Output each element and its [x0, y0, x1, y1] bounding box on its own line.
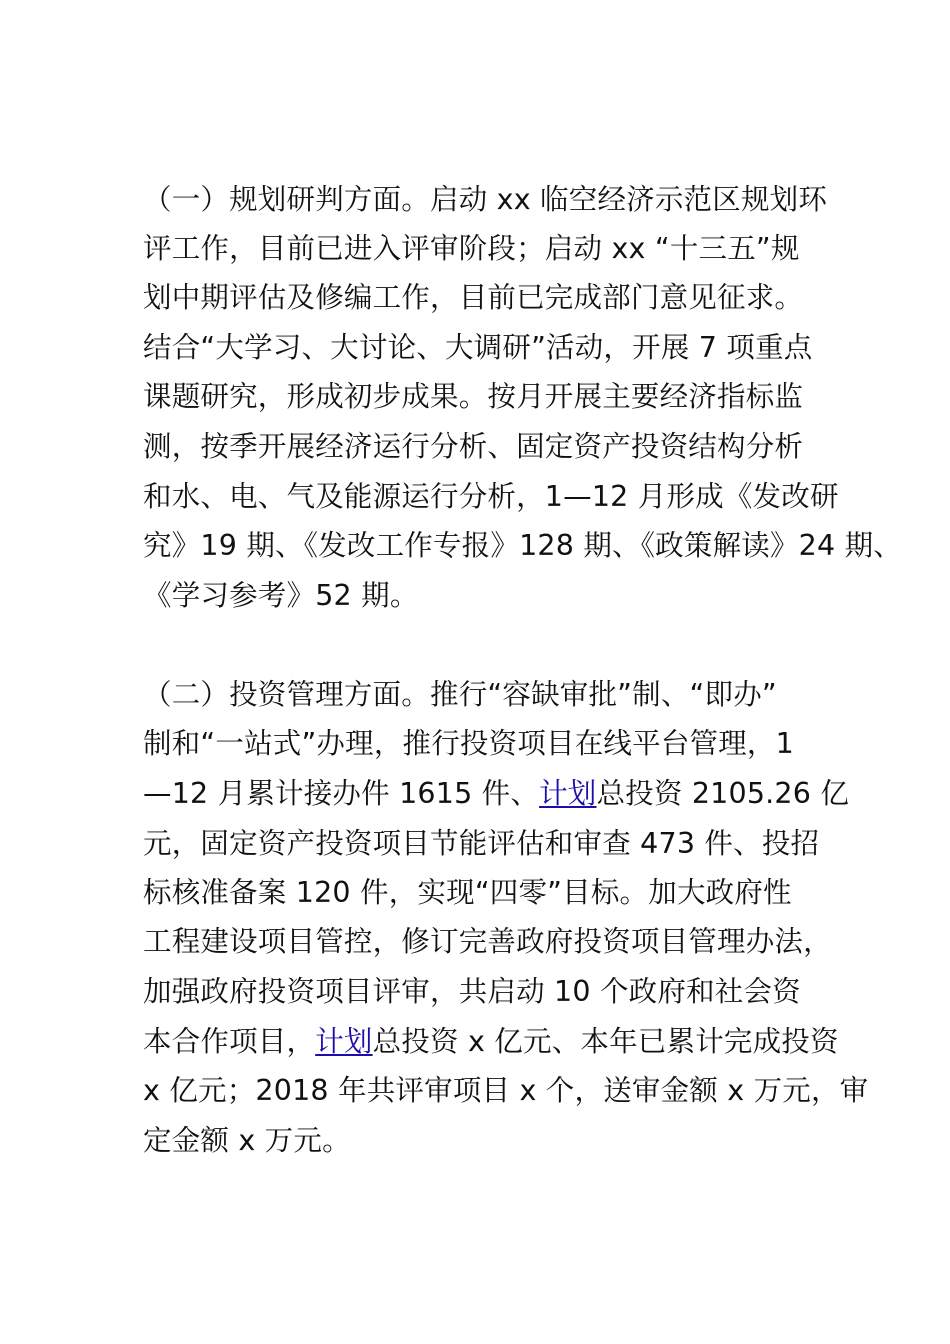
paragraph-line: 定金额 x 万元。: [143, 1124, 351, 1157]
paragraph-line: 课题研究，形成初步成果。按月开展主要经济指标监: [143, 380, 804, 413]
text-segment: 总投资 2105.26 亿: [596, 777, 850, 810]
paragraph-line: 加强政府投资项目评审，共启动 10 个政府和社会资: [143, 975, 801, 1008]
paragraph-line: （一）规划研判方面。启动 xx 临空经济示范区规划环: [143, 183, 828, 216]
paragraph-line: 《学习参考》52 期。: [143, 579, 419, 612]
plan-link[interactable]: 计划: [315, 1025, 373, 1058]
paragraph-line: 工程建设项目管控，修订完善政府投资项目管理办法，: [143, 925, 832, 958]
text-segment: 本合作项目，: [143, 1025, 316, 1058]
paragraph-line: 究》19 期、《发改工作专报》128 期、《政策解读》24 期、: [143, 529, 903, 562]
paragraph-line: 评工作，目前已进入评审阶段；启动 xx “十三五”规: [143, 232, 800, 265]
paragraph-line: [143, 773, 849, 815]
paragraph-line: 制和“一站式”办理，推行投资项目在线平台管理，1: [143, 727, 794, 760]
paragraph-line: 结合“大学习、大讨论、大调研”活动，开展 7 项重点: [143, 331, 813, 364]
paragraph-line: 元，固定资产投资项目节能评估和审查 473 件、投招: [143, 827, 820, 860]
paragraph-line: 划中期评估及修编工作，目前已完成部门意见征求。: [143, 281, 804, 314]
text-segment: —12 月累计接办件 1615 件、: [143, 777, 540, 810]
plan-link[interactable]: 计划: [539, 777, 597, 810]
paragraph-line: x 亿元；2018 年共评审项目 x 个，送审金额 x 万元，审: [143, 1074, 869, 1107]
paragraph-line: 标核准备案 120 件，实现“四零”目标。加大政府性: [143, 876, 792, 909]
text-segment: 总投资 x 亿元、本年已累计完成投资: [372, 1025, 839, 1058]
paragraph-line: 测，按季开展经济运行分析、固定资产投资结构分析: [143, 430, 804, 463]
paragraph-line: [143, 1021, 839, 1063]
paragraph-line: 和水、电、气及能源运行分析，1—12 月形成《发改研: [143, 480, 839, 513]
paragraph-line: （二）投资管理方面。推行“容缺审批”制、“即办”: [143, 678, 777, 711]
